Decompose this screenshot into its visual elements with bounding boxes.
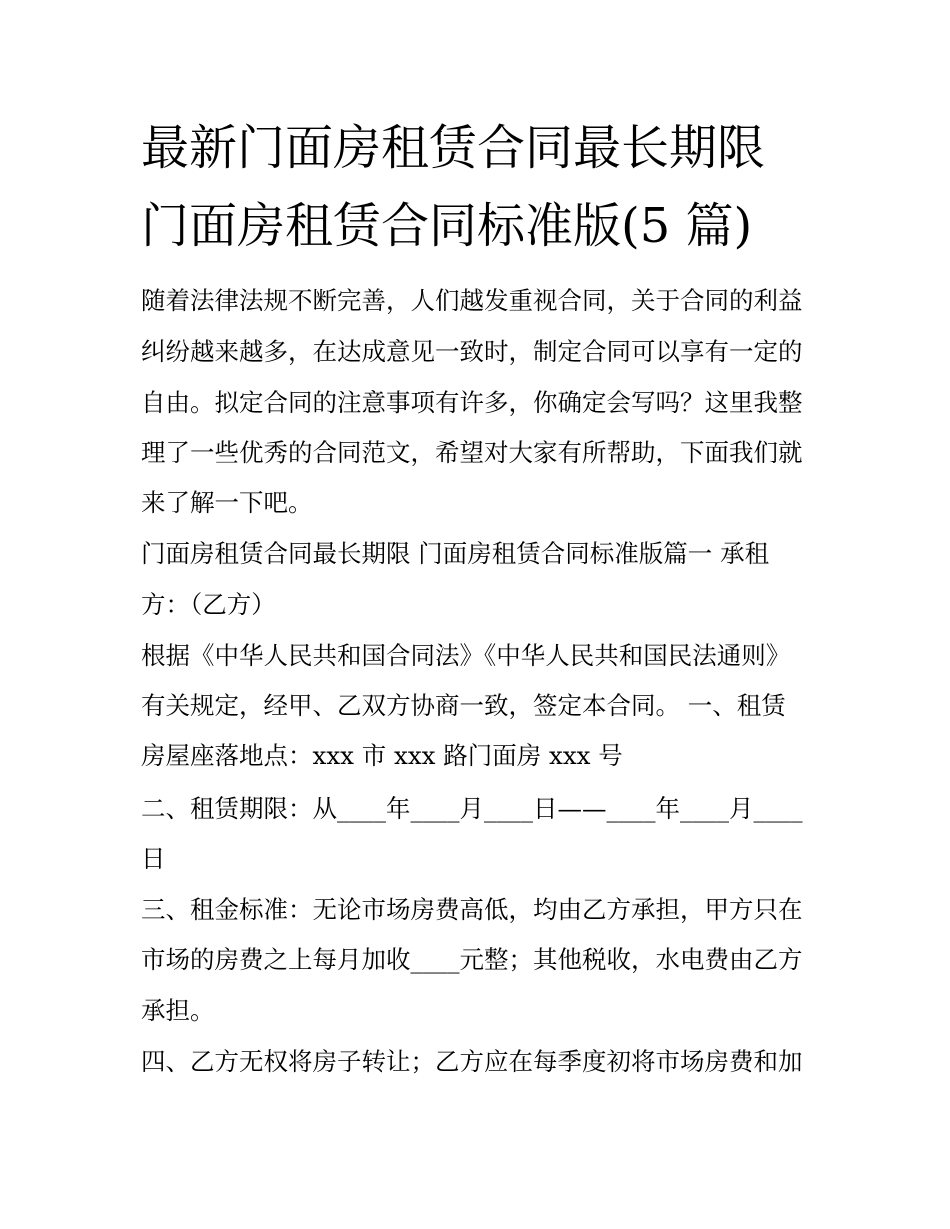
paragraph-line: 二、租赁期限：从____年____月____日——____年____月____ bbox=[141, 794, 803, 823]
paragraph-line: 四、乙方无权将房子转让；乙方应在每季度初将市场房费和加 bbox=[141, 1047, 803, 1076]
paragraph-line: 门面房租赁合同最长期限 门面房租赁合同标准版篇一 承租 bbox=[141, 539, 770, 568]
paragraph-line: 三、租金标准：无论市场房费高低，均由乙方承担，甲方只在 bbox=[141, 895, 803, 924]
paragraph-line: 日 bbox=[141, 844, 166, 873]
paragraph-line: 市场的房费之上每月加收____元整；其他税收，水电费由乙方 bbox=[141, 945, 803, 974]
paragraph-line: 来了解一下吧。 bbox=[141, 488, 313, 517]
paragraph-line: 房屋座落地点：xxx 市 xxx 路门面房 xxx 号 bbox=[141, 741, 623, 770]
paragraph-line: 承担。 bbox=[141, 996, 215, 1025]
paragraph-line: 自由。拟定合同的注意事项有许多，你确定会写吗？这里我整 bbox=[141, 388, 803, 417]
document-title-line-2: 门面房租赁合同标准版(5 篇) bbox=[141, 198, 753, 254]
paragraph-line: 随着法律法规不断完善，人们越发重视合同，关于合同的利益 bbox=[141, 286, 803, 315]
paragraph-line: 根据《中华人民共和国合同法》《中华人民共和国民法通则》 bbox=[141, 641, 791, 670]
paragraph-line: 方：（乙方） bbox=[141, 590, 276, 619]
paragraph-line: 有关规定，经甲、乙双方协商一致，签定本合同。 一、租赁 bbox=[141, 691, 786, 720]
paragraph-line: 纠纷越来越多，在达成意见一致时，制定合同可以享有一定的 bbox=[141, 337, 803, 366]
paragraph-line: 理了一些优秀的合同范文，希望对大家有所帮助，下面我们就 bbox=[141, 438, 803, 467]
document-title-line-1: 最新门面房租赁合同最长期限 bbox=[141, 120, 766, 176]
